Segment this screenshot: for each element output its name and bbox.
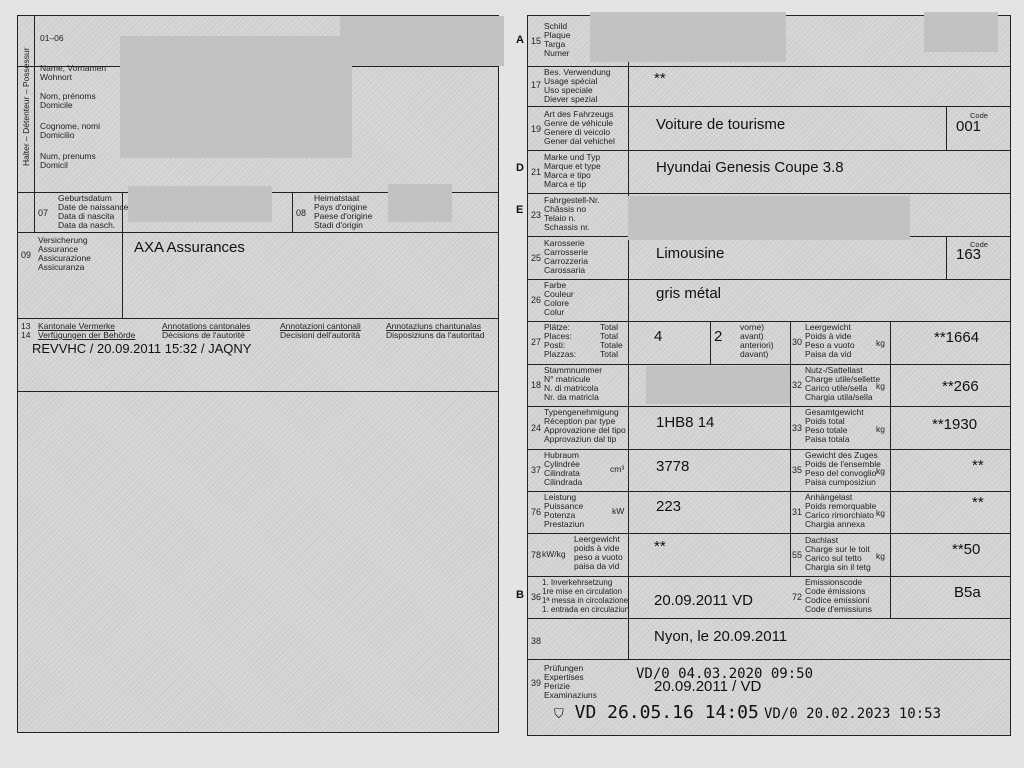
birth-labels: Geburtsdatum Date de naissance Data di nascita Data da nasch. <box>58 193 129 230</box>
n33: 33 <box>792 423 803 433</box>
name-label-it: Cognome, nomi Domicilio <box>40 121 101 140</box>
insurance-number: 09 <box>21 250 32 260</box>
n76: 76 <box>531 507 542 517</box>
v36: 20.09.2011 VD <box>654 592 753 609</box>
redacted-plate <box>590 12 786 62</box>
n27: 27 <box>531 337 542 347</box>
code-label-25: Code <box>970 240 988 249</box>
l33: Gesamtgewicht Poids total Peso totale Paisa totala <box>805 407 864 444</box>
n18: 18 <box>531 380 542 390</box>
cantonal-numbers: 13 14 <box>21 321 31 340</box>
home-number: 08 <box>296 208 307 218</box>
l27c: vorne) avant) anteriori) davant) <box>740 322 774 359</box>
v17: ** <box>654 70 666 87</box>
birth-number: 07 <box>38 208 49 218</box>
l78a: kW/kg <box>542 549 566 559</box>
kg-30: kg <box>876 338 885 348</box>
l15: Schild Plaque Targa Numer <box>544 21 571 58</box>
v38: Nyon, le 20.09.2011 <box>654 628 788 645</box>
stamp-2011: 20.09.2011 / VD <box>654 678 762 695</box>
l78: Leergewicht poids à vide peso a vuoto paisa da vid <box>574 534 623 571</box>
insurance-labels: Versicherung Assurance Assicurazione Assicuranza <box>38 235 91 272</box>
l25: Karosserie Carrosserie Carrozzeria Carossaria <box>544 238 588 275</box>
l24: Typengenehmigung Réception par type Approvazione del tipo Approvaziun dal tip <box>544 407 626 444</box>
kg-32: kg <box>876 381 885 391</box>
v55: **50 <box>952 541 981 558</box>
redacted-origin <box>388 184 452 222</box>
n19: 19 <box>531 124 542 134</box>
n37: 37 <box>531 465 542 475</box>
l27b: Total Total Totale Total <box>600 322 623 359</box>
cantonal-value: REVVHC / 20.09.2011 15:32 / JAQNY <box>32 341 252 356</box>
n17: 17 <box>531 80 542 90</box>
home-labels: Heimatstaat Pays d'origine Paese d'origine Stadi d'origin <box>314 193 373 230</box>
v31: ** <box>972 494 984 511</box>
redacted-plate-2 <box>924 12 998 52</box>
v19: Voiture de tourisme <box>656 116 786 133</box>
row-01-06: 01–06 <box>40 33 64 43</box>
redacted-chassis <box>628 196 910 240</box>
l18: Stammnummer N° matricule N. di matricola Nr. da matricla <box>544 365 603 402</box>
name-label-de: Name, Vornamen Wohnort <box>40 63 107 82</box>
redacted-matricule <box>646 366 790 404</box>
cm3: cm³ <box>610 464 625 474</box>
v33: **1930 <box>932 416 978 433</box>
redacted-top <box>340 16 504 66</box>
cantonal-it: Annotazioni cantonali Decisioni dell'autorità <box>280 321 361 340</box>
c25: 163 <box>956 246 982 263</box>
v21: Hyundai Genesis Coupe 3.8 <box>656 159 844 176</box>
name-label-fr: Nom, prénoms Domicile <box>40 91 96 110</box>
v24: 1HB8 14 <box>656 414 715 431</box>
v25: Limousine <box>656 245 725 262</box>
n30: 30 <box>792 337 803 347</box>
n78: 78 <box>531 550 542 560</box>
v37: 3778 <box>656 458 690 475</box>
l26: Farbe Couleur Colore Colur <box>544 280 574 317</box>
n36: 36 <box>531 592 542 602</box>
v30: **1664 <box>934 329 980 346</box>
cantonal-fr: Annotations cantonales Décisions de l'autorité <box>162 321 251 340</box>
n24: 24 <box>531 423 542 433</box>
letter-a: A <box>516 34 524 46</box>
l35: Gewicht des Zuges Poids de l'ensemble Peso del convoglio Paisa cumposiziun <box>805 450 881 487</box>
v35: ** <box>972 457 984 474</box>
right-page <box>516 15 1011 736</box>
left-page <box>17 15 499 733</box>
kg-31: kg <box>876 508 885 518</box>
holder-vertical-label: Halter – Détenteur – Possessur <box>21 47 31 166</box>
n23: 23 <box>531 210 542 220</box>
v32: **266 <box>942 378 979 395</box>
l72: Emissionscode Code émissions Codice emissioni Code d'emissiuns <box>805 577 872 614</box>
stamp-2016: ⛉ VD 26.05.16 14:05 <box>554 702 759 723</box>
v27b: 2 <box>714 328 723 345</box>
redacted-birthdate <box>128 186 272 222</box>
stamp-2020: VD/0 04.03.2020 09:50 <box>636 666 814 682</box>
n38: 38 <box>531 636 542 646</box>
stamp-2023: VD/0 20.02.2023 10:53 <box>764 706 942 722</box>
cantonal-rm: Annotaziuns chantunalas Disposiziuns da l'autoritad <box>386 321 485 340</box>
l76: Leistung Puissance Potenza Prestaziun <box>544 492 585 529</box>
letter-e: E <box>516 204 524 216</box>
letter-b: B <box>516 589 524 601</box>
l39: Prüfungen Expertises Perizie Examinaziuns <box>544 663 597 700</box>
l55: Dachlast Charge sur le toit Carico sul tetto Chargia sin il tetg <box>805 535 871 572</box>
c19: 001 <box>956 118 982 135</box>
kg-35: kg <box>876 466 885 476</box>
redacted-holder-name <box>120 36 352 158</box>
n21: 21 <box>531 167 542 177</box>
n25: 25 <box>531 253 542 263</box>
l36: 1. Inverkehrsetzung 1re mise en circulation 1ª messa in circolazione 1. entrada en circulaziun <box>542 578 630 614</box>
n72: 72 <box>792 592 803 602</box>
v26: gris métal <box>656 285 722 302</box>
v72: B5a <box>954 584 981 601</box>
l17: Bes. Verwendung Usage spécial Uso speciale Diever spezial <box>544 67 611 104</box>
n15: 15 <box>531 36 542 46</box>
v78: ** <box>654 538 666 555</box>
n31: 31 <box>792 507 803 517</box>
n26: 26 <box>531 295 542 305</box>
l37: Hubraum Cylindrée Cilindrata Cilindrada <box>544 450 583 487</box>
l30: Leergewicht Poids à vide Peso a vuoto Paisa da vid <box>805 322 855 359</box>
n32: 32 <box>792 380 803 390</box>
kw: kW <box>612 506 625 516</box>
v27: 4 <box>654 328 663 345</box>
stamp-icon: ⛉ <box>554 707 564 722</box>
code-label-19: Code <box>970 111 988 120</box>
insurance-value: AXA Assurances <box>134 239 245 256</box>
l31: Anhängelast Poids remorquable Carico rimorchiato Chargia annexa <box>805 492 877 529</box>
kg-55: kg <box>876 551 885 561</box>
n55: 55 <box>792 550 803 560</box>
cantonal-de: Kantonale Vermerke Verfügungen der Behörde <box>38 321 136 340</box>
name-label-rm: Num, prenums Domicil <box>40 151 96 170</box>
l19: Art des Fahrzeugs Genre de véhicule Genere di veicolo Gener dal vehichel <box>544 109 615 146</box>
kg-33: kg <box>876 424 885 434</box>
v76: 223 <box>656 498 682 515</box>
l21: Marke und Typ Marque et type Marca e tipo Marca e tip <box>544 152 601 189</box>
letter-d: D <box>516 162 524 174</box>
l27: Plätze: Places: Posti: Plazzas: <box>544 322 577 359</box>
n39: 39 <box>531 678 542 688</box>
l32: Nutz-/Sattellast Charge utile/sellette Carico utile/sella Chargia utila/sella <box>805 365 881 402</box>
l23: Fahrgestell-Nr. Châssis no Telaio n. Schassis nr. <box>544 195 600 232</box>
n35: 35 <box>792 465 803 475</box>
